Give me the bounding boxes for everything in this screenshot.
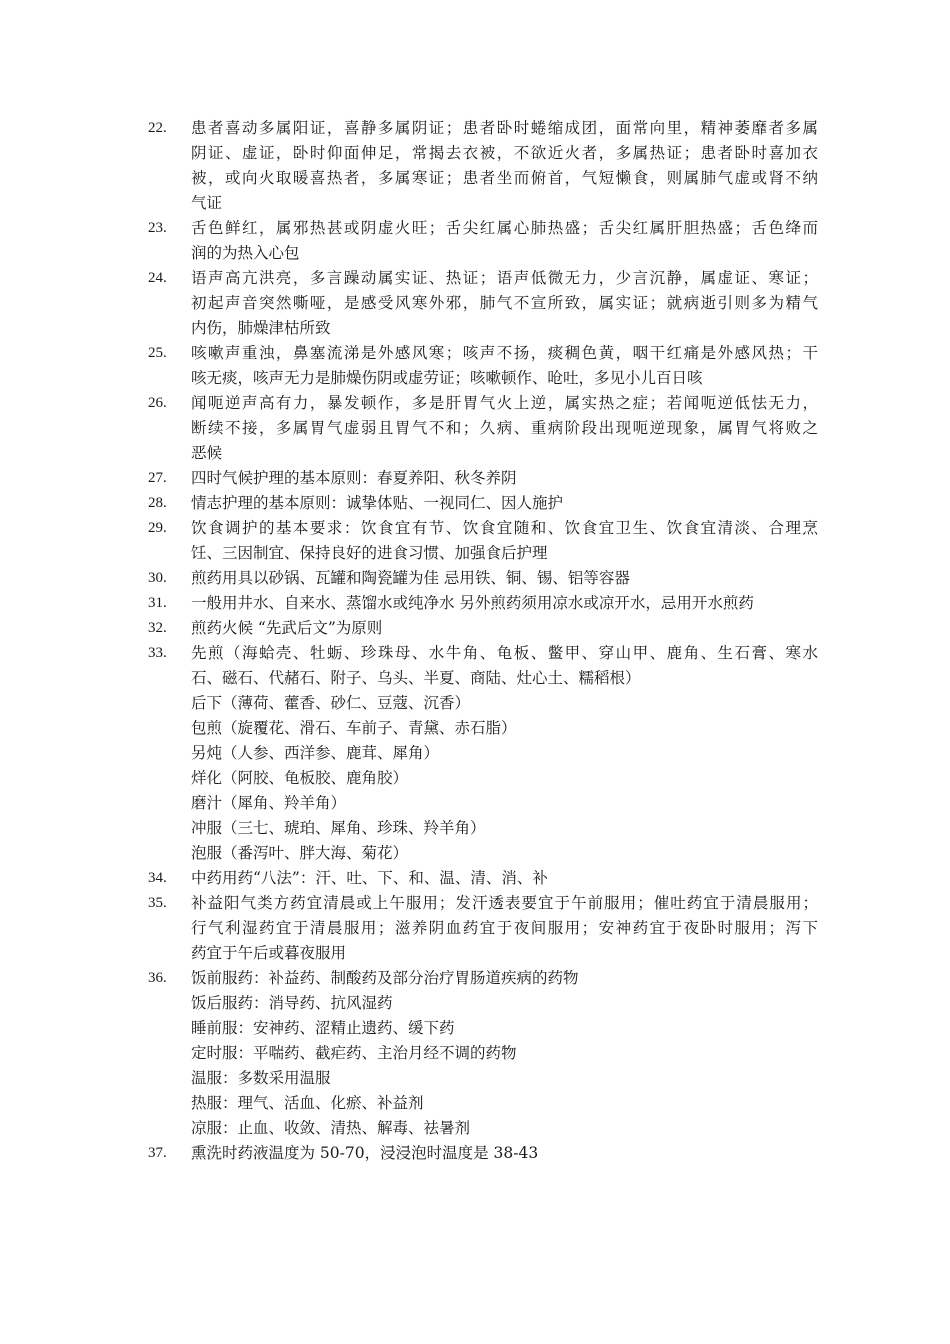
text-line: 咳嗽声重浊，鼻塞流涕是外感风寒；咳声不扬，痰稠色黄，咽干红痛是外感风热；干 xyxy=(191,344,818,362)
list-item xyxy=(148,341,818,391)
list-item xyxy=(148,566,818,591)
text-line: 中药用药“八法”：汗、吐、下、和、温、清、消、补 xyxy=(191,869,548,887)
text-line: 温服：多数采用温服 xyxy=(191,1069,331,1087)
text-line: 气证 xyxy=(191,194,223,212)
text-line: 初起声音突然嘶哑，是感受风寒外邪，肺气不宣所致，属实证；就病逝引则多为精气 xyxy=(191,294,818,312)
item-text xyxy=(191,866,818,891)
list-item xyxy=(148,891,818,966)
text-line: 饮食调护的基本要求：饮食宜有节、饮食宜随和、饮食宜卫生、饮食宜清淡、合理烹 xyxy=(191,519,818,537)
item-text xyxy=(191,341,818,391)
text-line: 被，或向火取暖喜热者，多属寒证；患者坐而俯首，气短懒食，则属肺气虚或肾不纳 xyxy=(191,169,818,187)
text-line: 情志护理的基本原则：诚挚体贴、一视同仁、因人施护 xyxy=(191,494,564,512)
list-item xyxy=(148,516,818,566)
text-line: 睡前服：安神药、涩精止遗药、缓下药 xyxy=(191,1019,455,1037)
item-text xyxy=(191,566,818,591)
text-line: 行气利湿药宜于清晨服用；滋养阴血药宜于夜间服用；安神药宜于夜卧时服用；泻下 xyxy=(191,919,818,937)
item-number: 33. xyxy=(148,645,167,661)
text-line: 舌色鲜红，属邪热甚或阴虚火旺；舌尖红属心肺热盛；舌尖红属肝胆热盛；舌色绛而 xyxy=(191,219,818,237)
item-number: 31. xyxy=(148,595,167,611)
item-number: 35. xyxy=(148,895,167,911)
item-number: 32. xyxy=(148,620,167,636)
item-text xyxy=(191,391,818,466)
text-line: 后下（薄荷、藿香、砂仁、豆蔻、沉香） xyxy=(191,694,471,712)
text-line: 煎药火候 “先武后文”为原则 xyxy=(191,619,383,637)
text-line: 药宜于午后或暮夜服用 xyxy=(191,944,347,962)
item-number: 23. xyxy=(148,220,167,236)
text-line: 患者喜动多属阳证，喜静多属阴证；患者卧时蜷缩成团，面常向里，精神萎靡者多属 xyxy=(191,119,818,137)
text-line: 咳无痰，咳声无力是肺燥伤阴或虚劳证；咳嗽顿作、呛吐，多见小儿百日咳 xyxy=(191,369,703,387)
list-item xyxy=(148,866,818,891)
item-number: 26. xyxy=(148,395,167,411)
text-line: 烊化（阿胶、龟板胶、鹿角胶） xyxy=(191,769,409,787)
text-line: 闻呃逆声高有力，暴发顿作，多是肝胃气火上逆，属实热之症；若闻呃逆低怯无力， xyxy=(191,394,818,412)
item-number: 24. xyxy=(148,270,167,286)
item-text xyxy=(191,966,818,1141)
item-number: 29. xyxy=(148,520,167,536)
text-line: 阴证、虚证，卧时仰面伸足，常揭去衣被，不欲近火者，多属热证；患者卧时喜加衣 xyxy=(191,144,818,162)
item-number: 25. xyxy=(148,345,167,361)
text-line: 磨汁（犀角、羚羊角） xyxy=(191,794,347,812)
item-text xyxy=(191,1141,818,1166)
list-item xyxy=(148,216,818,266)
item-number: 34. xyxy=(148,870,167,886)
text-line: 热服：理气、活血、化瘀、补益剂 xyxy=(191,1094,424,1112)
text-line: 冲服（三七、琥珀、犀角、珍珠、羚羊角） xyxy=(191,819,486,837)
text-line: 润的为热入心包 xyxy=(191,244,300,262)
text-line: 补益阳气类方药宜清晨或上午服用；发汗透表要宜于午前服用；催吐药宜于清晨服用； xyxy=(191,894,818,912)
text-line: 一般用井水、自来水、蒸馏水或纯净水 另外煎药须用凉水或凉开水，忌用开水煎药 xyxy=(191,594,754,612)
item-text xyxy=(191,466,818,491)
text-line: 包煎（旋覆花、滑石、车前子、青黛、赤石脂） xyxy=(191,719,517,737)
text-line: 饭后服药：消导药、抗风湿药 xyxy=(191,994,393,1012)
list-item xyxy=(148,266,818,341)
list-item xyxy=(148,391,818,466)
item-text xyxy=(191,116,818,216)
list-item xyxy=(148,591,818,616)
list-item xyxy=(148,616,818,641)
item-text xyxy=(191,641,818,866)
list-item xyxy=(148,491,818,516)
list-item xyxy=(148,641,818,866)
list-item xyxy=(148,1141,818,1166)
item-number: 30. xyxy=(148,570,167,586)
text-line: 饪、三因制宜、保持良好的进食习惯、加强食后护理 xyxy=(191,544,548,562)
text-line: 语声高亢洪亮，多言躁动属实证、热证；语声低微无力，少言沉静，属虚证、寒证； xyxy=(191,269,818,287)
numbered-list xyxy=(148,116,818,1166)
text-line: 泡服（番泻叶、胖大海、菊花） xyxy=(191,844,409,862)
text-line: 四时气候护理的基本原则：春夏养阳、秋冬养阴 xyxy=(191,469,517,487)
list-item xyxy=(148,116,818,216)
item-number: 37. xyxy=(148,1145,167,1161)
text-line: 煎药用具以砂锅、瓦罐和陶瓷罐为佳 忌用铁、铜、锡、铝等容器 xyxy=(191,569,630,587)
text-line: 恶候 xyxy=(191,444,223,462)
item-number: 27. xyxy=(148,470,167,486)
text-line: 凉服：止血、收敛、清热、解毒、祛暑剂 xyxy=(191,1119,471,1137)
item-text xyxy=(191,491,818,516)
item-text xyxy=(191,266,818,341)
text-line: 先煎（海蛤壳、牡蛎、珍珠母、水牛角、龟板、鳖甲、穿山甲、鹿角、生石膏、寒水 xyxy=(191,644,818,662)
text-line: 石、磁石、代赭石、附子、乌头、半夏、商陆、灶心土、糯稻根） xyxy=(191,669,641,687)
text-line: 熏洗时药液温度为 50-70，浸浸泡时温度是 38-43 xyxy=(191,1144,539,1162)
item-number: 28. xyxy=(148,495,167,511)
item-number: 36. xyxy=(148,970,167,986)
item-text xyxy=(191,591,818,616)
item-number: 22. xyxy=(148,120,167,136)
text-line: 内伤，肺燥津枯所致 xyxy=(191,319,331,337)
text-line: 饭前服药：补益药、制酸药及部分治疗胃肠道疾病的药物 xyxy=(191,969,579,987)
list-item xyxy=(148,466,818,491)
item-text xyxy=(191,516,818,566)
item-text xyxy=(191,891,818,966)
item-text xyxy=(191,616,818,641)
text-line: 断续不接，多属胃气虚弱且胃气不和；久病、重病阶段出现呃逆现象，属胃气将败之 xyxy=(191,419,818,437)
item-text xyxy=(191,216,818,266)
list-item xyxy=(148,966,818,1141)
text-line: 定时服：平喘药、截疟药、主治月经不调的药物 xyxy=(191,1044,517,1062)
text-line: 另炖（人参、西洋参、鹿茸、犀角） xyxy=(191,744,440,762)
